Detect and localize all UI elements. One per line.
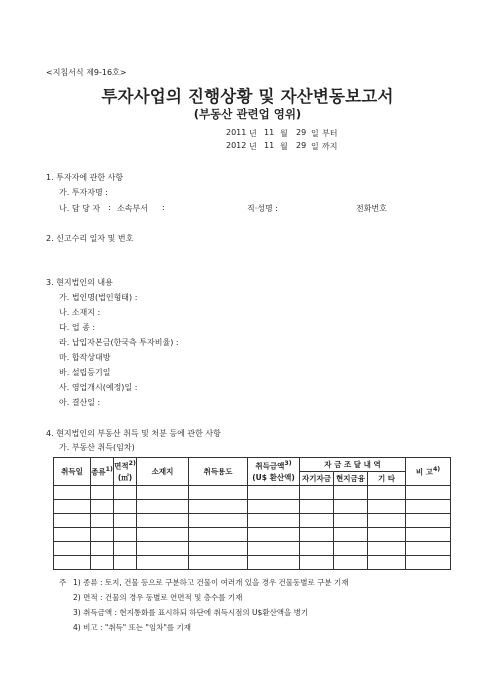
registration-date-label: 바. 설립등기일 xyxy=(59,368,111,377)
header-funding: 자 금 조 달 내 역 xyxy=(300,458,406,472)
period-to-month: 11 xyxy=(264,141,275,150)
department-label: 소속부서 xyxy=(117,204,148,213)
table-row xyxy=(54,556,451,570)
period-from-day: 29 xyxy=(296,128,307,137)
header-other: 기 타 xyxy=(368,472,406,486)
note-4: 4) 비고 : "취득" 또는 "임차"를 기재 xyxy=(73,623,192,632)
period-to-day: 29 xyxy=(296,141,307,150)
table-row xyxy=(54,486,451,500)
report-title: 투자사업의 진행상황 및 자산변동보고서 xyxy=(101,87,394,106)
location-label: 나. 소재지 : xyxy=(59,308,101,317)
period-from-suffix: 부터 xyxy=(322,129,338,138)
business-start-label: 사. 영업개시(예정)일 : xyxy=(59,383,138,392)
manager-colon: : xyxy=(108,203,111,212)
section-1-title: 1. 투자자에 관한 사항 xyxy=(46,173,124,182)
acquisition-subtitle: 가. 부동산 취득(임차) xyxy=(59,443,135,452)
corp-name-label: 가. 법인명(법인형태) : xyxy=(59,293,138,302)
section-4-title: 4. 현지법인의 부동산 취득 및 처분 등에 관한 사항 xyxy=(46,429,221,438)
period-to-month-unit: 월 xyxy=(280,142,288,151)
period-from-day-unit: 일 xyxy=(311,129,319,138)
header-acq-use: 취득용도 xyxy=(189,458,248,486)
settlement-date-label: 아. 결산일 : xyxy=(59,398,101,407)
header-area: 면적$^{2)}$ (㎡) xyxy=(114,458,137,486)
period-to-day-unit: 일 xyxy=(311,142,319,151)
header-type: 종류$^{1)}$ xyxy=(91,458,114,486)
table-row xyxy=(54,542,451,556)
form-number: <지침서식 제9-16호> xyxy=(46,68,127,77)
department-colon: : xyxy=(162,203,165,212)
manager-label: 나. 담 당 자 xyxy=(59,204,101,213)
period-from-month-unit: 월 xyxy=(280,129,288,138)
note-2: 2) 면적 : 건물의 경우 동별로 연면적 및 층수를 기재 xyxy=(73,593,243,602)
report-subtitle: (부동산 관련업 영위) xyxy=(193,107,302,121)
note-3: 3) 취득금액 : 현지통화를 표시하되 하단에 취득시점의 U$환산액을 병기 xyxy=(73,608,309,617)
acquisition-table xyxy=(53,457,451,570)
header-location: 소재지 xyxy=(137,458,189,486)
table-row xyxy=(54,514,451,528)
note-1: 1) 종류 : 토지, 건물 등으로 구분하고 건물이 여러개 있을 경우 건물동별로 구분 기재 xyxy=(73,578,349,587)
business-type-label: 다. 업 종 : xyxy=(59,323,96,332)
phone-label: 전화번호 xyxy=(356,204,387,213)
header-local-finance: 현지금융 xyxy=(334,472,368,486)
jv-partner-label: 마. 합작상대방 xyxy=(59,353,111,362)
header-acq-date: 취득일 xyxy=(54,458,91,486)
section-2-title: 2. 신고수리 일자 및 번호 xyxy=(46,234,134,243)
period-to-year: 2012 xyxy=(226,141,247,150)
table-row xyxy=(54,500,451,514)
investor-name-label: 가. 투자자명 : xyxy=(59,188,108,197)
section-3-title: 3. 현지법인의 내용 xyxy=(46,278,113,287)
paid-capital-label: 라. 납입자본금(한국측 투자비율) : xyxy=(59,338,179,347)
period-from-month: 11 xyxy=(264,128,275,137)
header-acq-amount: 취득금액$^{3)}$ (U$ 환산액) xyxy=(248,458,300,486)
period-to-suffix: 까지 xyxy=(322,142,338,151)
period-from-year-unit: 년 xyxy=(249,129,257,138)
header-own-funds: 자기자금 xyxy=(300,472,334,486)
period-from-year: 2011 xyxy=(226,128,247,137)
notes-prefix: 주 xyxy=(59,578,67,587)
position-name-label: 직·성명 : xyxy=(247,204,278,213)
period-to-year-unit: 년 xyxy=(249,142,257,151)
header-remarks: 비 고$^{4)}$ xyxy=(406,458,451,486)
table-row xyxy=(54,528,451,542)
